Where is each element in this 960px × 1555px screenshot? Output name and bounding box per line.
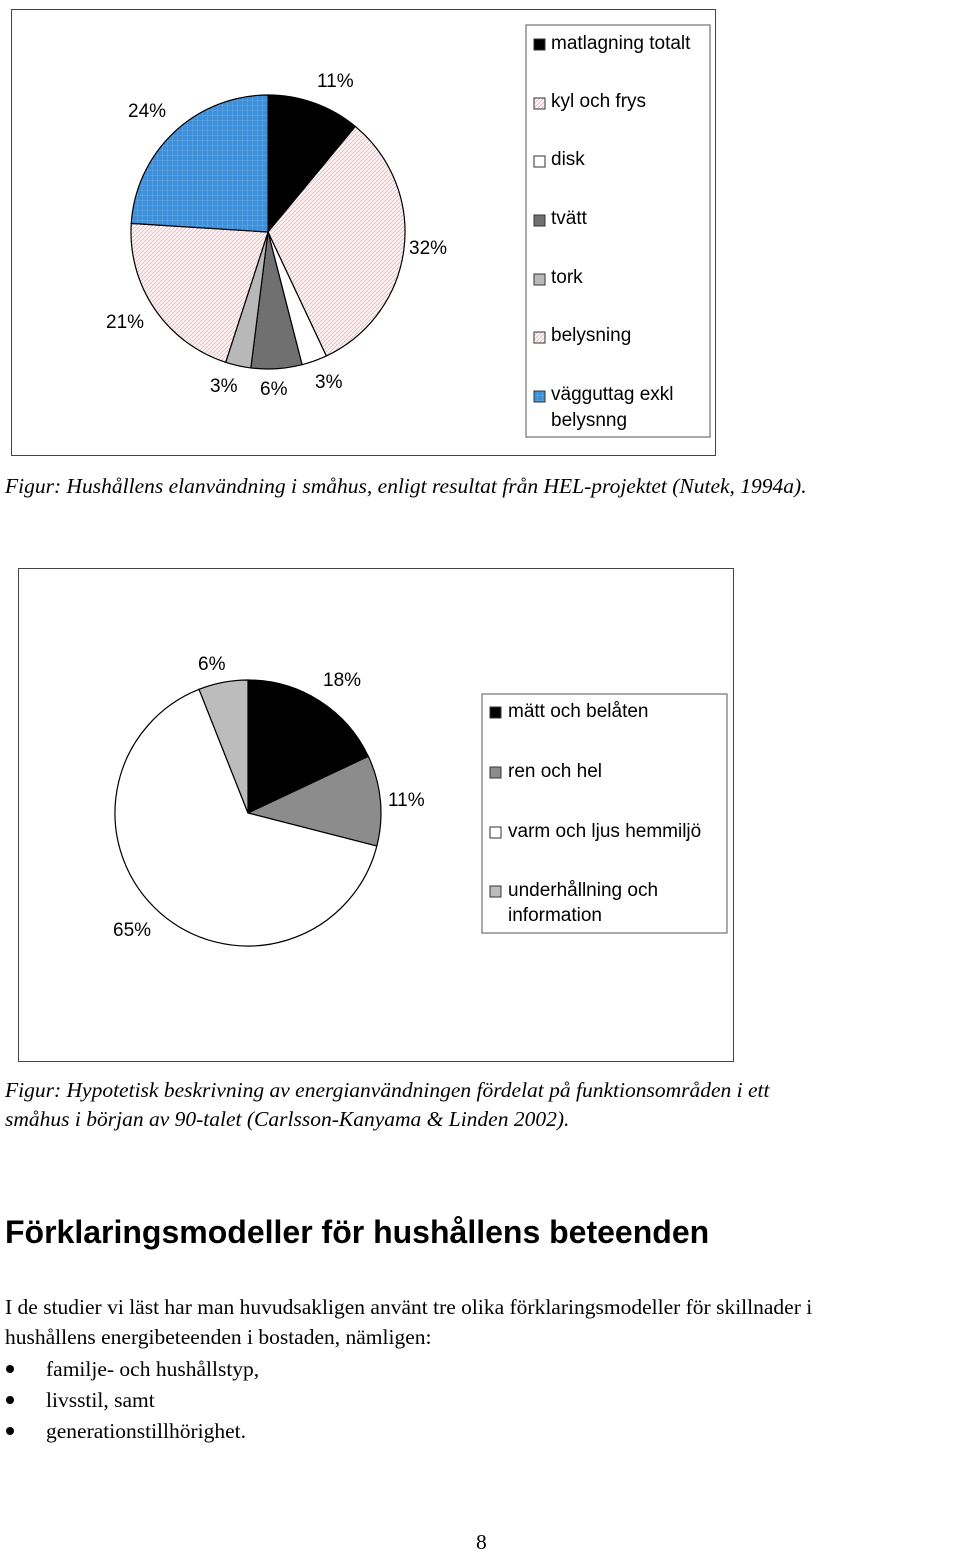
page-number: 8	[476, 1530, 487, 1554]
legend-item: vägguttag exkl	[551, 384, 674, 405]
pie2-value-label: 65%	[113, 920, 152, 941]
legend-item: ren och hel	[508, 761, 603, 782]
section-heading: Förklaringsmodeller för hushållens beteenden	[5, 1214, 710, 1250]
bullet-list	[0, 1354, 259, 1447]
paragraph-line: hushållens energibeteenden i bostaden, nämligen:	[5, 1325, 432, 1349]
legend-item: matlagning totalt	[551, 33, 691, 54]
body-paragraph	[5, 1292, 960, 1352]
pie1-value-label: 24%	[128, 101, 167, 122]
list-item	[0, 1385, 259, 1416]
legend-item: disk	[551, 149, 585, 170]
legend-item: mätt och belåten	[508, 701, 649, 722]
pie2-value-label: 6%	[198, 654, 226, 675]
pie-chart-2	[19, 569, 733, 1061]
pie1-value-label: 11%	[317, 71, 354, 92]
list-item-text: generationstillhörighet.	[46, 1419, 247, 1443]
pie1-value-label: 3%	[315, 372, 343, 393]
legend-item: underhållning och	[508, 880, 659, 901]
legend-item: kyl och frys	[551, 91, 647, 112]
legend-item: varm och ljus hemmiljö	[508, 821, 702, 842]
figure-caption-1: Figur: Hushållens elanvändning i småhus, enligt resultat från HEL-projektet (Nutek, 1994a).	[5, 474, 807, 498]
pie1-value-label: 32%	[409, 238, 448, 259]
figure-caption-2	[5, 1076, 945, 1134]
legend-item: belysnng	[551, 410, 628, 431]
caption-line: småhus i början av 90-talet (Carlsson-Kanyama & Linden 2002).	[5, 1107, 570, 1131]
caption-line: Figur: Hypotetisk beskrivning av energianvändningen fördelat på funktionsområden i ett	[5, 1078, 770, 1102]
pie1-value-label: 6%	[260, 379, 288, 400]
bullet-icon	[6, 1396, 14, 1404]
pie2-legend	[482, 694, 727, 933]
legend-item: belysning	[551, 325, 632, 346]
list-item-text: livsstil, samt	[46, 1388, 155, 1412]
legend-item: tvätt	[551, 208, 587, 229]
pie1-value-label: 21%	[106, 312, 145, 333]
list-item	[0, 1354, 259, 1385]
legend-item: information	[508, 905, 602, 926]
list-item-text: familje- och hushållstyp,	[46, 1357, 260, 1381]
pie-chart-1	[12, 10, 715, 455]
bullet-icon	[6, 1365, 14, 1373]
paragraph-line: I de studier vi läst har man huvudsakligen använt tre olika förklaringsmodeller för skillnader i	[5, 1295, 813, 1319]
list-item	[0, 1416, 259, 1447]
legend-item: tork	[551, 267, 583, 288]
pie1-legend	[526, 25, 710, 437]
pie2-value-label: 18%	[323, 670, 362, 691]
chart-energy-functions	[18, 568, 734, 1062]
bullet-icon	[6, 1427, 14, 1435]
pie2-value-label: 11%	[388, 790, 425, 811]
chart-household-electricity	[11, 9, 716, 456]
pie1-value-label: 3%	[210, 376, 238, 397]
